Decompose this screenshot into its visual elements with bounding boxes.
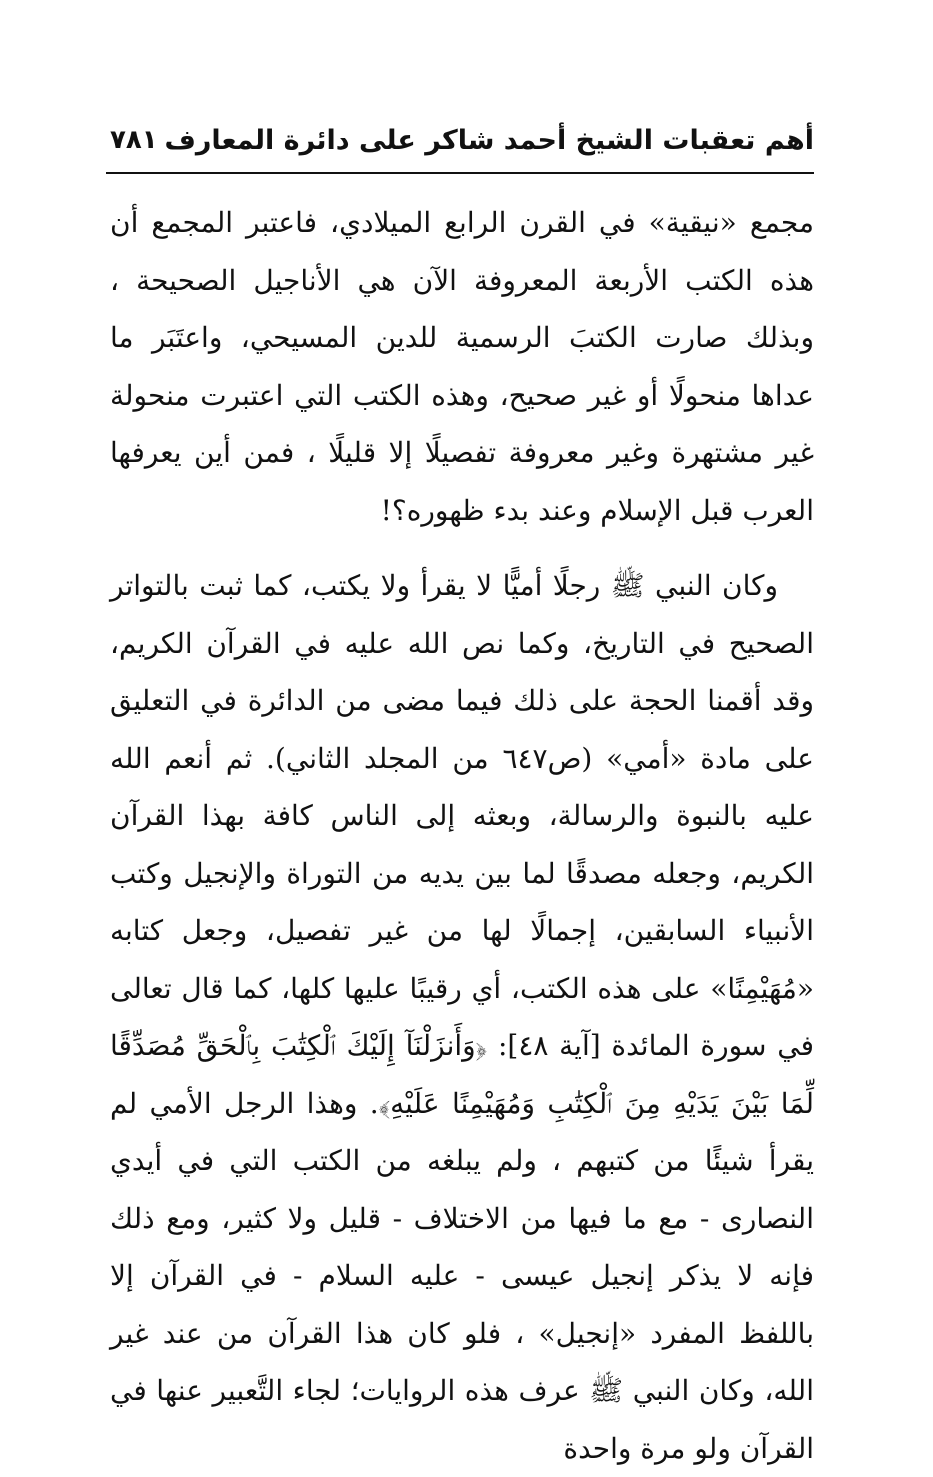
body-text: [110, 194, 814, 1477]
page-number: ٧٨١: [110, 125, 158, 155]
header-divider: [106, 172, 814, 174]
header-title: أهم تعقبات الشيخ أحمد شاكر على دائرة المعارف: [164, 124, 814, 156]
paragraph-1: مجمع «نيقية» في القرن الرابع الميلادي، فاعتبر المجمع أن هذه الكتب الأربعة المعروفة الآن هي الأناجيل الصحيحة ، وبذلك صارت الكتبَ الرسمية للدين المسيحي، واعتَبَر ما عداها منحولًا أو غير صحيح، وهذه الكتب التي اعتبرت منحولة غير مشتهرة وغير معروفة تفصيلًا إلا قليلًا ، فمن أين يعرفها العرب قبل الإسلام وعند بدء ظهوره؟!: [110, 206, 814, 527]
running-header: [110, 118, 814, 162]
paragraph-2: وكان النبي ﷺ رجلًا أميًّا لا يقرأ ولا يكتب، كما ثبت بالتواتر الصحيح في التاريخ، وكما نص الله عليه في القرآن الكريم، وقد أقمنا الحجة على ذلك فيما مضى من الدائرة في التعليق على مادة «أمي» (ص٦٤٧ من المجلد الثاني). ثم أنعم الله عليه بالنبوة والرسالة، وبعثه إلى الناس كافة بهذا القرآن الكريم، وجعله مصدقًا لما بين يديه من التوراة والإنجيل وكتب الأنبياء السابقين، إجمالًا لها من غير تفصيل، وجعل كتابه «مُهَيْمِنًا» على هذه الكتب، أي رقيبًا عليها كلها، كما قال تعالى في سورة المائدة [آية ٤٨]: ﴿وَأَنزَلْنَآ إِلَيْكَ ٱلْكِتَٰبَ بِٱلْحَقِّ مُصَدِّقًا لِّمَا بَيْنَ يَدَيْهِ مِنَ ٱلْكِتَٰبِ وَمُهَيْمِنًا عَلَيْهِ﴾. وهذا الرجل الأمي لم يقرأ شيئًا من كتبهم ، ولم يبلغه من الكتب التي في أيدي النصارى - مع ما فيها من الاختلاف - قليل ولا كثير، ومع ذلك فإنه لا يذكر إنجيل عيسى - عليه السلام - في القرآن إلا باللفظ المفرد «إنجيل» ، فلو كان هذا القرآن من عند غير الله، وكان النبي ﷺ عرف هذه الروايات؛ لجاء التَّعبير عنها في القرآن ولو مرة واحدة: [110, 569, 815, 1465]
